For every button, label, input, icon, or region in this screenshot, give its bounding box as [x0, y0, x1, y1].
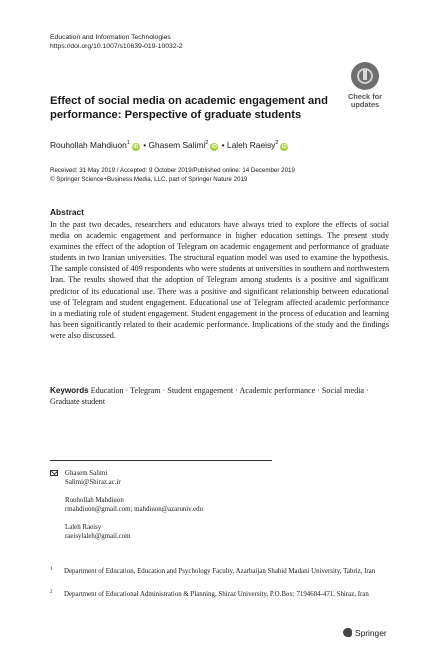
author-name[interactable]: Laleh Raeisy [226, 139, 276, 150]
affiliation-number: 2 [50, 589, 53, 595]
badge-line-2: updates [350, 100, 380, 109]
author-separator: • [221, 139, 225, 150]
keywords [50, 385, 389, 407]
affiliation-text: Department of Educational Administration & Planning, Shiraz University, P.O.Box: 7194684-471, Shiraz, Iran [64, 591, 369, 598]
publisher-name: Springer [355, 628, 387, 638]
affiliation-number: 1 [50, 566, 53, 572]
contact-name: Ghasem Salimi [65, 470, 108, 477]
publication-dates: Received: 31 May 2019 / Accepted: 9 October 2019/Published online: 14 December 2019 [50, 167, 295, 174]
keywords-label: Keywords [50, 386, 89, 395]
abstract-heading: Abstract [50, 207, 84, 217]
author-list [50, 138, 289, 151]
contact-name: Laleh Raeisy [65, 524, 102, 531]
orcid-icon[interactable]: iD [281, 143, 287, 150]
abstract-text: In the past two decades, researchers and educators have always tried to explore the effects of social media on academic engagement and performance in higher education settings. The present study examines the effect of the adoption of Telegram on academic engagement and performance of graduate students in two Iranian universities. The structural equation model was used to examine the hypothesis. The sample consisted of 409 respondents who were students at universities in southern and northwestern Iran. The results showed that the adoption of Telegram among students is a positive and significant predictor of its educational use. There was a positive and significant relationship between educational use of Telegram and student engagement. Educational use of Telegram affected academic performance in a mediating role of student engagement. Student engagement in the process of education and learning has been significantly related to their academic performance. Implications of the study and the findings were also discussed. [50, 220, 389, 340]
check-for-updates-icon [351, 62, 379, 90]
author-affiliation-mark: 2 [275, 140, 279, 146]
author-affiliation-mark: 2 [205, 140, 209, 146]
author-name[interactable]: Rouhollah Mahdiuon [50, 139, 127, 150]
affiliation-text: Department of Education, Education and Psychology Faculty, Azarbaijan Shahid Madani University, Tabriz, Iran [64, 568, 376, 575]
contact-entry [50, 523, 350, 541]
badge-line-1: Check for [347, 92, 383, 101]
orcid-icon[interactable]: iD [211, 143, 217, 150]
contact-email[interactable]: rmahdiuon@gmail.com; mahdiuon@azaruniv.edu [65, 506, 203, 513]
author-affiliation-mark: 1 [126, 140, 130, 146]
publisher-logo [343, 628, 387, 638]
journal-name: Education and Information Technologies [50, 34, 171, 41]
corresponding-author [50, 469, 350, 487]
contact-email[interactable]: Salimi@Shiraz.ac.ir [65, 479, 121, 486]
orcid-icon[interactable]: iD [133, 143, 139, 150]
contact-email[interactable]: raeisylaleh@gmail.com [65, 533, 131, 540]
contact-block [50, 469, 350, 541]
keywords-list: Education · Telegram · Student engagement · Academic performance · Social media · Graduate student [50, 386, 369, 406]
footnote-divider [50, 460, 272, 461]
author-name[interactable]: Ghasem Salimi [148, 139, 206, 150]
author-separator: • [143, 139, 147, 150]
affiliation-2 [50, 590, 390, 599]
envelope-icon [50, 470, 58, 476]
affiliation-1 [50, 567, 390, 576]
journal-header [50, 33, 183, 51]
doi-link[interactable]: https://doi.org/10.1007/s10639-019-10032-2 [50, 43, 183, 50]
contact-name: Rouhollah Mahdiuon [65, 497, 124, 504]
copyright-notice: © Springer Science+Business Media, LLC, part of Springer Nature 2019 [50, 176, 248, 183]
paper-title: Effect of social media on academic engagement and performance: Perspective of graduate students [50, 95, 328, 121]
contact-entry [50, 496, 350, 514]
springer-horse-icon [343, 628, 352, 637]
check-for-updates-badge[interactable] [340, 62, 388, 118]
